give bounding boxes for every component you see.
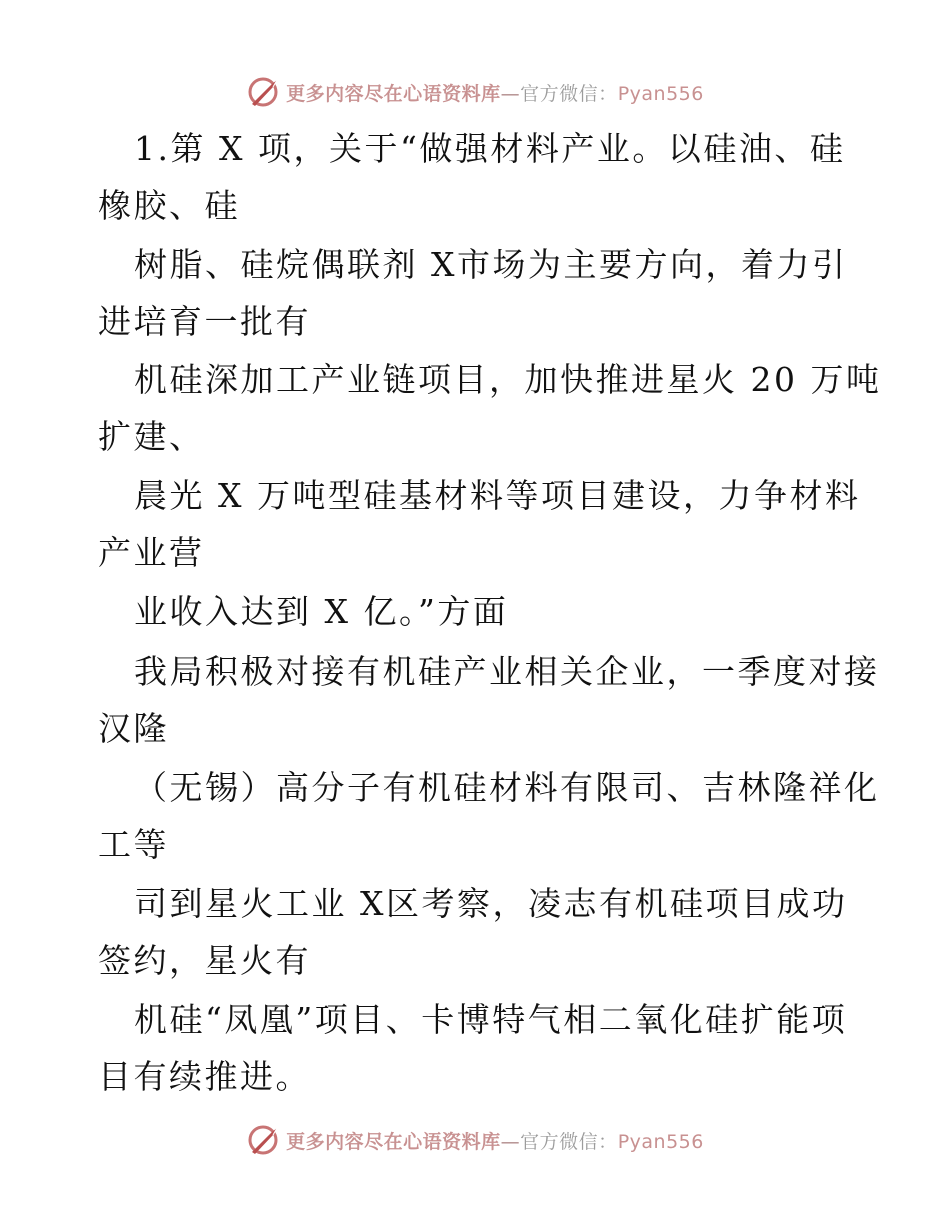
text-line: 进培育一批有 (98, 302, 311, 341)
text-line: 签约，星火有 (98, 941, 311, 980)
text-line: 我局积极对接有机硅产业相关企业，一季度对接 (134, 652, 880, 691)
text-line: 工等 (98, 825, 169, 864)
watermark-brand: 更多内容尽在心语资料库 (286, 1130, 501, 1153)
text-line: 业收入达到 X 亿。”方面 (134, 592, 509, 631)
pen-logo-icon (246, 1122, 282, 1158)
text-line: 树脂、硅烷偶联剂 X市场为主要方向，着力引 (134, 245, 848, 284)
watermark-brand: 更多内容尽在心语资料库 (286, 82, 501, 105)
watermark-official: 官方微信： (520, 82, 618, 105)
text-line: 机硅“凤凰”项目、卡博特气相二氧化硅扩能项 (134, 1000, 848, 1039)
watermark-dash: — (500, 82, 521, 105)
text-line: 橡胶、硅 (98, 186, 240, 225)
watermark-dash: — (500, 1130, 521, 1153)
text-line: 产业营 (98, 533, 205, 572)
footer-watermark (0, 1118, 950, 1162)
header-watermark (0, 70, 950, 114)
watermark-text (286, 79, 704, 106)
watermark-text (286, 1127, 704, 1154)
pen-logo-icon (246, 74, 282, 110)
watermark-official: 官方微信： (520, 1130, 618, 1153)
text-line: 晨光 X 万吨型硅基材料等项目建设，力争材料 (134, 476, 861, 515)
watermark-id: Pyan556 (617, 82, 704, 105)
text-line: （无锡）高分子有机硅材料有限司、吉林隆祥化 (134, 768, 880, 807)
text-line: 扩建、 (98, 417, 205, 456)
text-line: 机硅深加工产业链项目，加快推进星火 20 万吨 (134, 360, 882, 399)
text-line: 汉隆 (98, 709, 169, 748)
text-line: 司到星火工业 X区考察，凌志有机硅项目成功 (134, 884, 848, 923)
text-line: 1.第 X 项，关于“做强材料产业。以硅油、硅 (134, 129, 846, 168)
text-line: 目有续推进。 (98, 1057, 311, 1096)
watermark-id: Pyan556 (617, 1130, 704, 1153)
